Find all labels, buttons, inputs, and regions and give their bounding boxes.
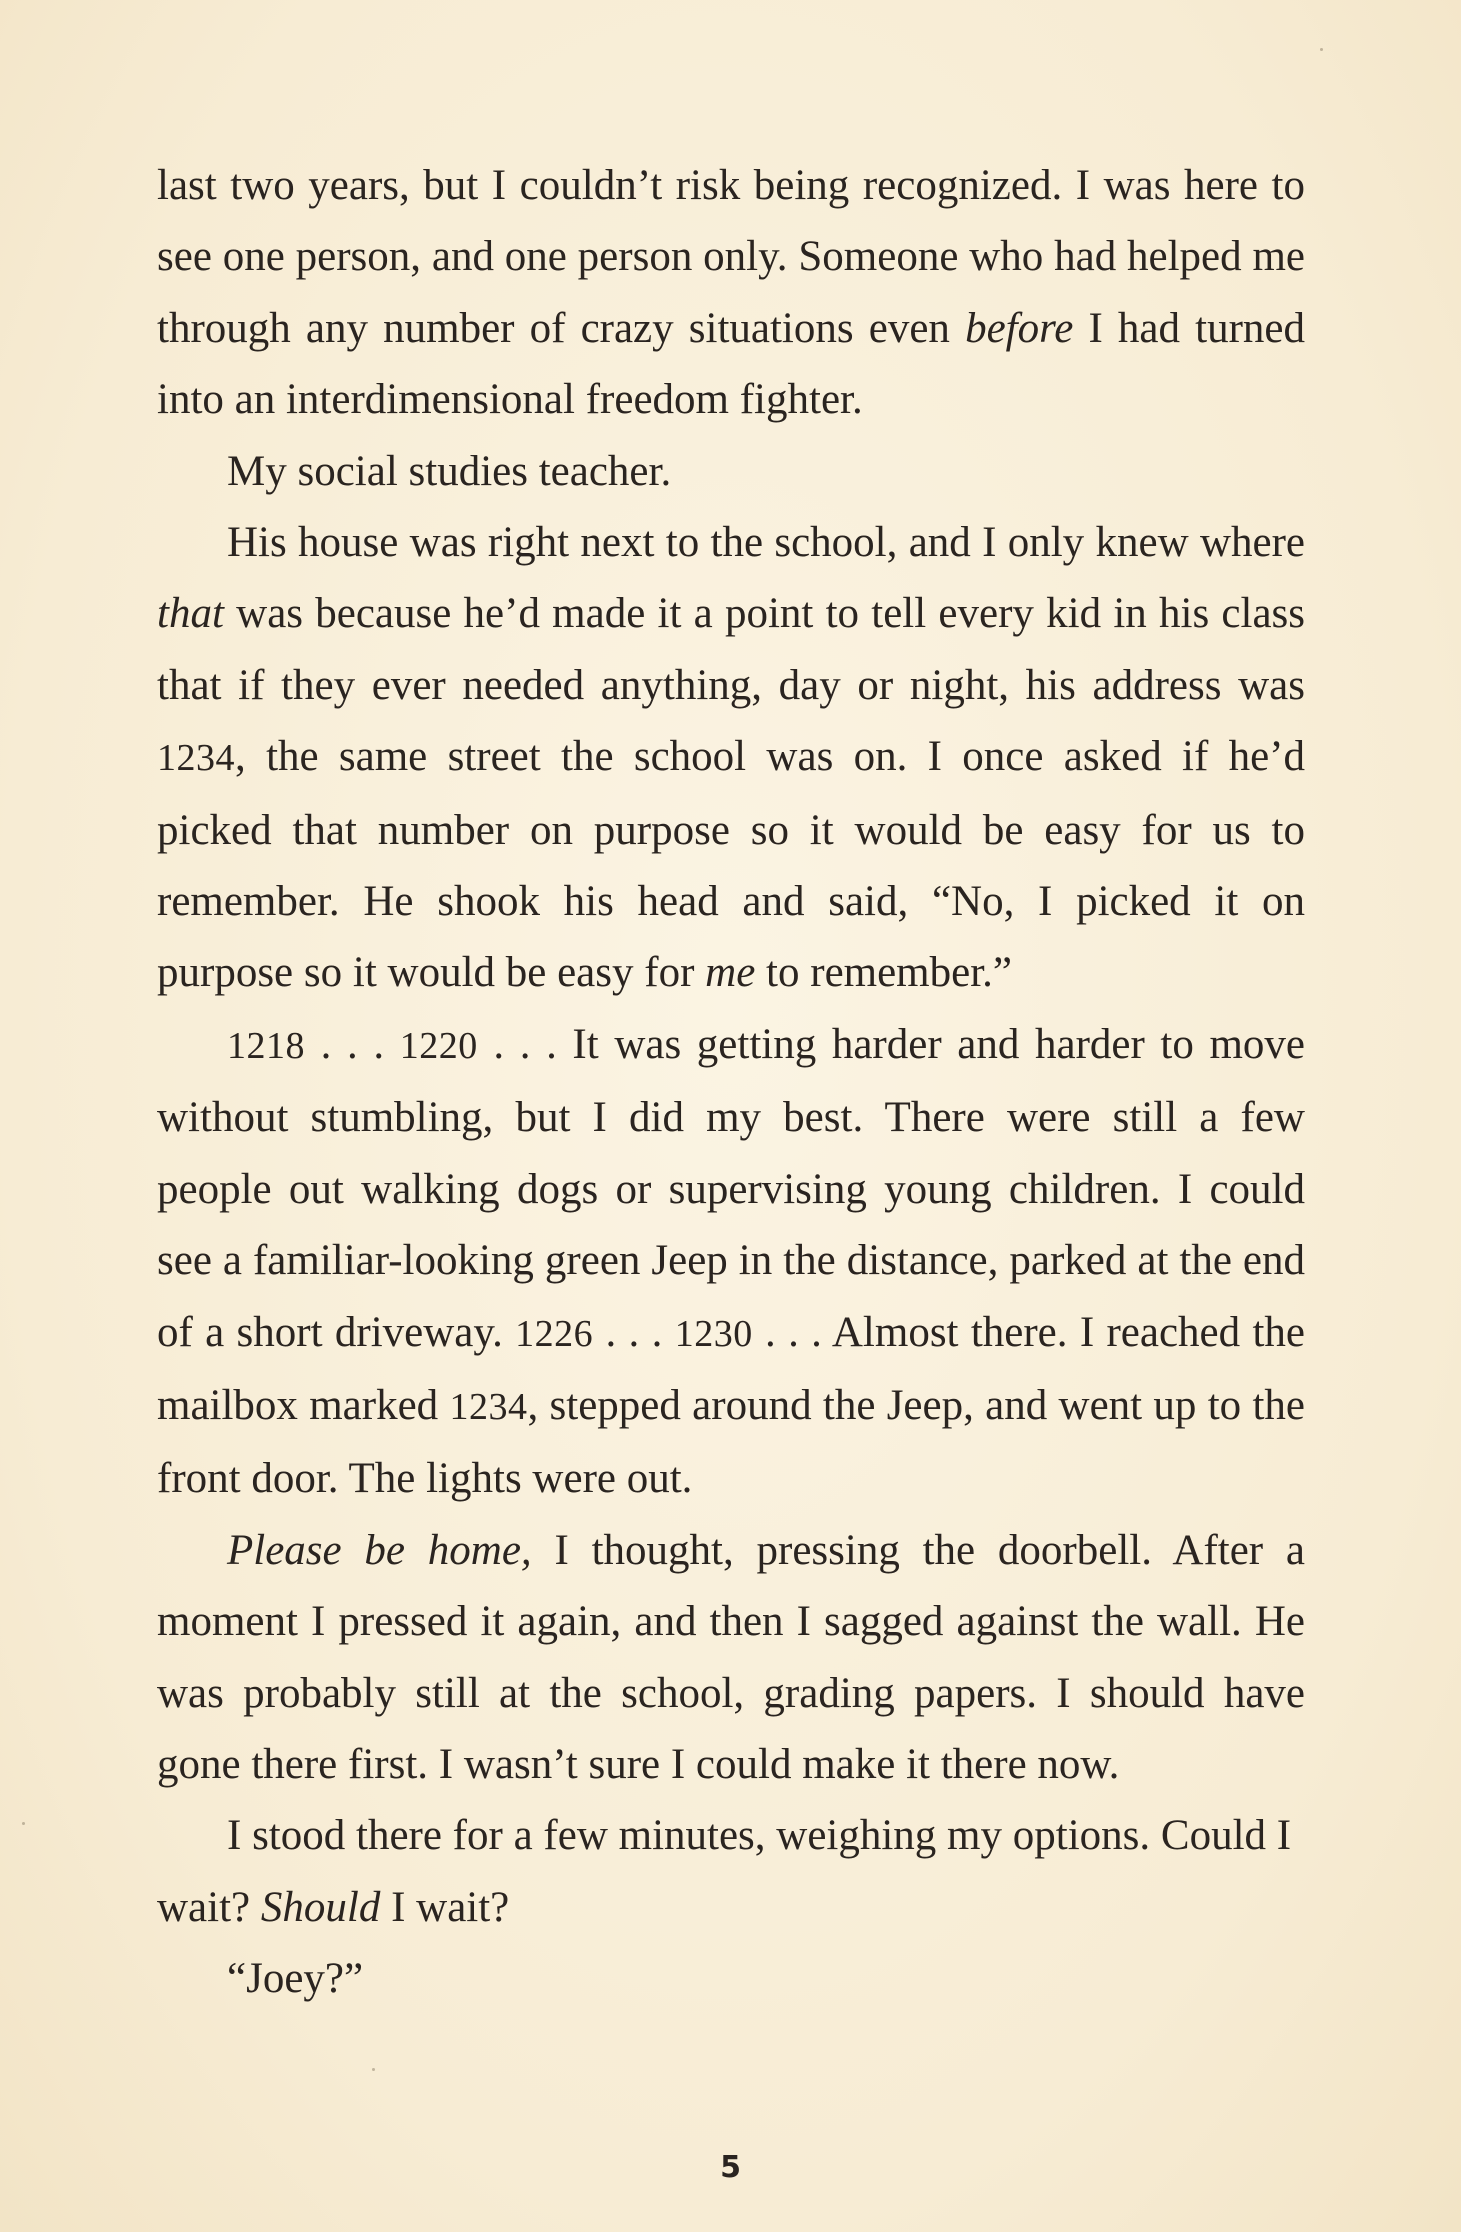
- paragraph: [157, 507, 1305, 1009]
- paragraph: [157, 1800, 1305, 1943]
- text-run: last two years, but I couldn’t risk being recognized. I was here to see one person, and one person only. Someone who had helped me through any number of crazy situations even: [157, 162, 1305, 352]
- text-run: I stood there for a few minutes, weighing my options. Could I wait?: [157, 1812, 1292, 1931]
- oldstyle-number: 1234: [449, 1385, 528, 1428]
- paper-speck: [22, 1822, 25, 1825]
- oldstyle-number: 1234: [157, 737, 235, 780]
- italic-text: Should: [260, 1883, 381, 1931]
- text-run: “Joey?”: [227, 1955, 364, 2003]
- paragraph: [157, 150, 1305, 436]
- text-run: I had turned into an interdimensional freedom fighter.: [157, 304, 1305, 424]
- text-run: . . . Almost there. I reached the mailbox marked: [157, 1308, 1305, 1429]
- oldstyle-number: 1220: [399, 1024, 478, 1067]
- italic-text: me: [705, 949, 756, 997]
- italic-text: Please be home,: [227, 1526, 532, 1574]
- text-run: His house was right next to the school, and I only knew where: [227, 519, 1305, 567]
- text-run: to remember.”: [755, 949, 1012, 997]
- text-run: . . . It was getting harder and harder to move without stumbling, but I did my best. There were still a few people out walking dogs or supervising young children. I could see a familiar-looking green Jeep in the distance, parked at the end of a short driveway.: [157, 1020, 1306, 1356]
- text-run: , stepped around the Jeep, and went up to the front door. The lights were out.: [157, 1381, 1305, 1503]
- oldstyle-number: 1230: [674, 1312, 753, 1355]
- page-body: [157, 150, 1305, 2015]
- paragraph: [157, 436, 1305, 507]
- text-run: . . .: [593, 1308, 675, 1356]
- paragraph: [157, 1009, 1305, 1515]
- text-run: . . .: [305, 1020, 400, 1068]
- paragraph: [157, 1515, 1305, 1801]
- oldstyle-number: 1226: [515, 1312, 594, 1355]
- text-run: My social studies teacher.: [227, 447, 672, 495]
- text-run: was because he’d made it a point to tell every kid in his class that if they ever needed anything, day or night, his address was: [157, 590, 1305, 709]
- text-run: , the same street the school was on. I once asked if he’d picked that number on purpose so it would be easy for us to remember. He shook his head and said, “No, I picked it on purpose so it would be easy for: [157, 733, 1305, 997]
- italic-text: before: [965, 304, 1074, 352]
- italic-text: that: [157, 590, 224, 638]
- text-run: I thought, pressing the doorbell. After a moment I pressed it again, and then I sagged against the wall. He was probably still at the school, grading papers. I should have gone there first. I wasn’t sure I could make it there now.: [157, 1526, 1305, 1788]
- paragraph: [157, 1943, 1305, 2014]
- paper-speck: [1320, 48, 1323, 51]
- text-run: I wait?: [380, 1883, 510, 1931]
- paper-speck: [372, 2068, 375, 2071]
- oldstyle-number: 1218: [227, 1024, 305, 1067]
- page-number: 5: [720, 2150, 741, 2185]
